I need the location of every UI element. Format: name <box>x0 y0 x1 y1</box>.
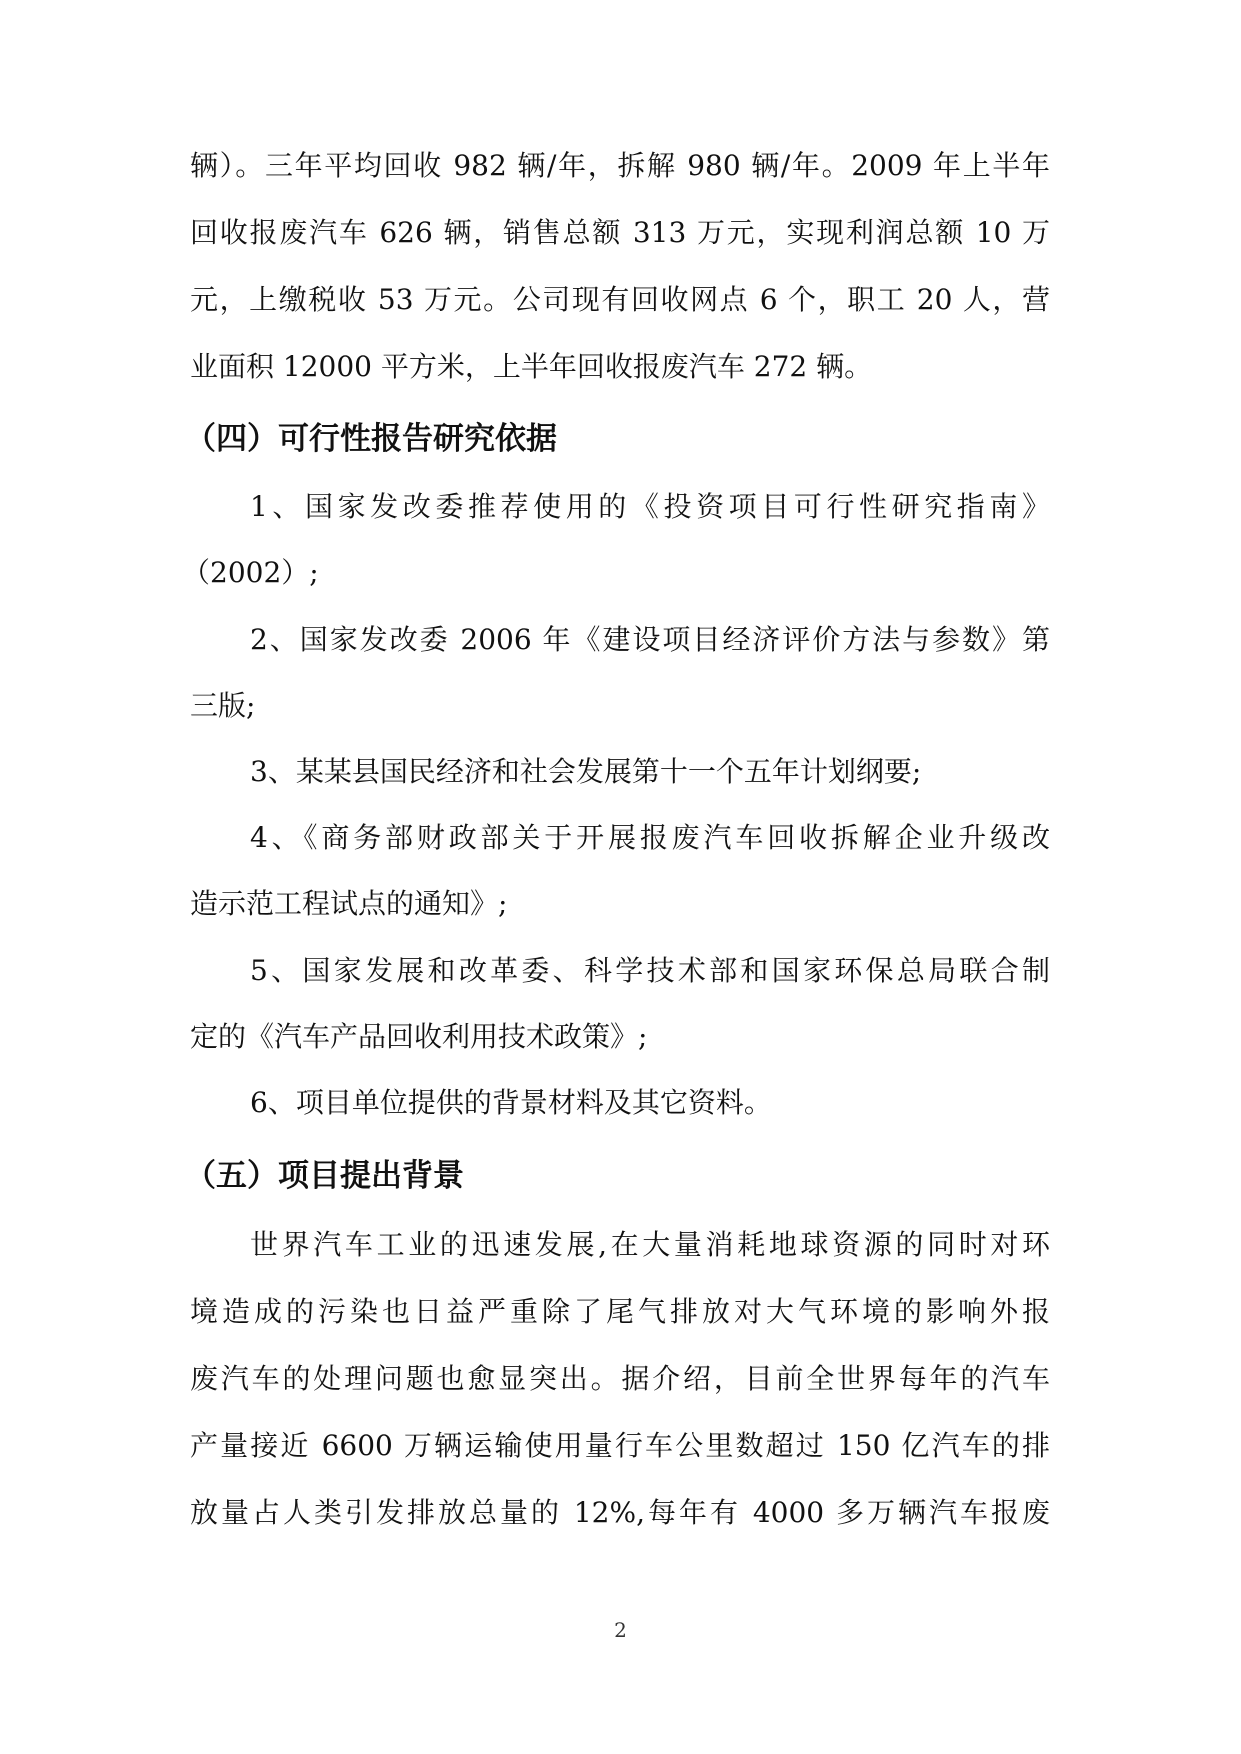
intro-line-3: 元，上缴税收 53 万元。公司现有回收网点 6 个，职工 20 人，营 <box>190 283 1050 316</box>
basis-item-1-line-2: （2002）; <box>182 556 319 589</box>
intro-line-2: 回收报废汽车 626 辆，销售总额 313 万元，实现利润总额 10 万 <box>190 216 1050 249</box>
section-heading-5: （五）项目提出背景 <box>185 1158 464 1194</box>
basis-item-5-line-2: 定的《汽车产品回收利用技术政策》; <box>190 1020 648 1053</box>
background-line-3: 废汽车的处理问题也愈显突出。据介绍，目前全世界每年的汽车 <box>190 1362 1050 1395</box>
basis-item-4-line-1: 4、《商务部财政部关于开展报废汽车回收拆解企业升级改 <box>250 821 1050 854</box>
basis-item-1-line-1: 1、国家发改委推荐使用的《投资项目可行性研究指南》 <box>250 490 1050 523</box>
basis-item-3-line-1: 3、某某县国民经济和社会发展第十一个五年计划纲要; <box>250 755 922 788</box>
background-line-4: 产量接近 6600 万辆运输使用量行车公里数超过 150 亿汽车的排 <box>190 1429 1050 1462</box>
background-line-5: 放量占人类引发排放总量的 12%,每年有 4000 多万辆汽车报废 <box>190 1496 1050 1529</box>
background-line-2: 境造成的污染也日益严重除了尾气排放对大气环境的影响外报 <box>190 1295 1050 1328</box>
basis-item-2-line-2: 三版; <box>190 689 256 722</box>
basis-item-6-line-1: 6、项目单位提供的背景材料及其它资料。 <box>250 1086 772 1119</box>
basis-item-2-line-1: 2、国家发改委 2006 年《建设项目经济评价方法与参数》第 <box>250 623 1050 656</box>
section-heading-4: （四）可行性报告研究依据 <box>185 421 557 457</box>
intro-line-1: 辆）。三年平均回收 982 辆/年，拆解 980 辆/年。2009 年上半年 <box>190 149 1050 182</box>
basis-item-5-line-1: 5、国家发展和改革委、科学技术部和国家环保总局联合制 <box>250 954 1050 987</box>
basis-item-4-line-2: 造示范工程试点的通知》; <box>190 887 508 920</box>
intro-line-4: 业面积 12000 平方米，上半年回收报废汽车 272 辆。 <box>190 350 873 383</box>
page-number: 2 <box>614 1618 627 1642</box>
background-line-1: 世界汽车工业的迅速发展,在大量消耗地球资源的同时对环 <box>250 1228 1050 1261</box>
